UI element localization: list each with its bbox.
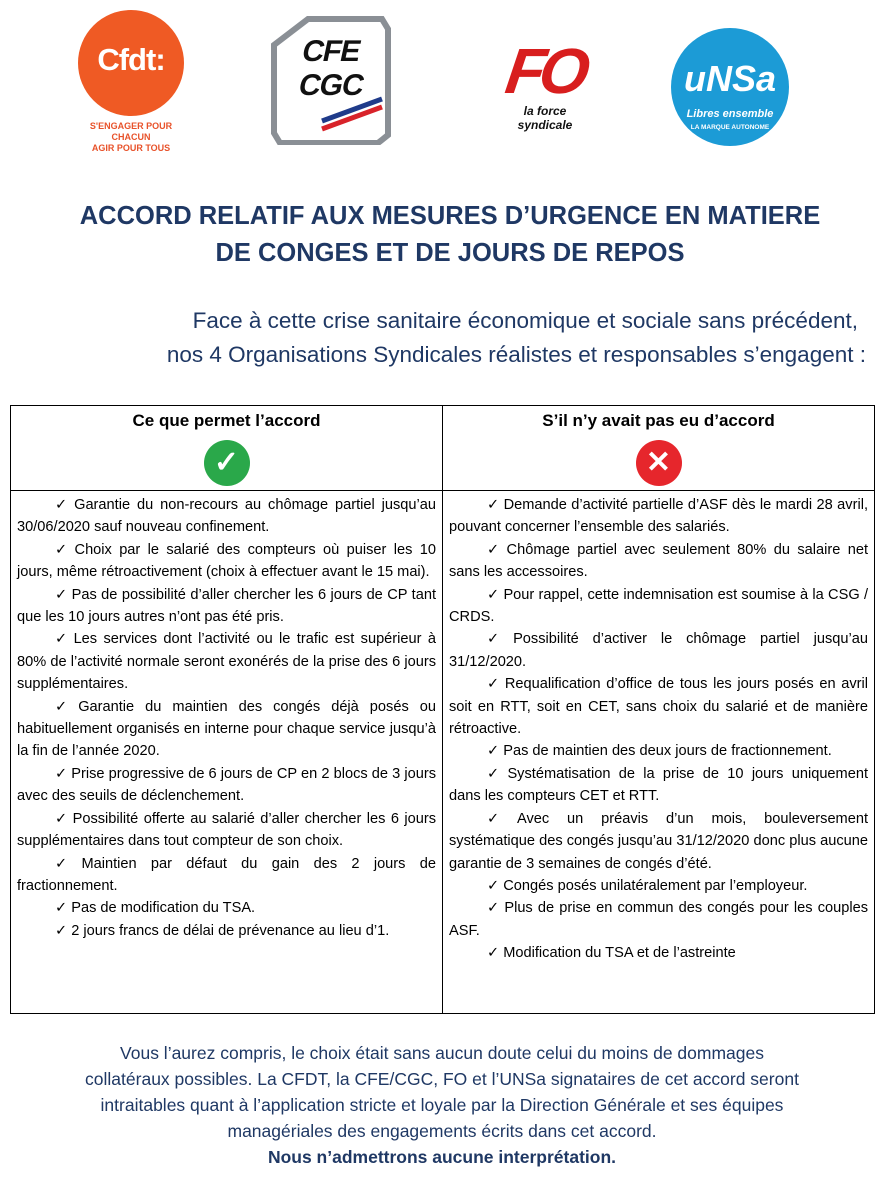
checkmark-icon: ✓	[487, 743, 500, 760]
checkmark-icon: ✓	[487, 810, 514, 827]
comparison-table	[10, 405, 875, 1014]
table-body-row	[11, 491, 875, 1014]
checkmark-icon: ✓	[487, 945, 500, 962]
checkmark-icon: ✓	[55, 698, 75, 715]
checkmark-icon: ✓	[55, 900, 68, 917]
cfdt-tagline-line-1: S'ENGAGER POUR CHACUN	[89, 121, 173, 142]
list-item	[449, 875, 868, 897]
left-header-cell	[11, 406, 443, 491]
checkmark-icon: ✓	[487, 541, 503, 558]
list-item-text: Congés posés unilatéralement par l’employeur.	[503, 877, 808, 894]
closing-line-1: Vous l’aurez compris, le choix était sans aucun doute celui du moins de dommages	[120, 1043, 764, 1063]
list-item	[17, 584, 436, 629]
cfe-logo-line-1: CFE	[299, 35, 364, 68]
cgc-logo-line-2: CGC	[295, 69, 367, 102]
list-item	[17, 763, 436, 808]
checkmark-icon: ✓	[55, 765, 68, 782]
list-item	[449, 673, 868, 740]
checkmark-icon: ✓	[55, 586, 68, 603]
right-header-cell	[443, 406, 875, 491]
left-header-label: Ce que permet l’accord	[132, 411, 321, 430]
list-item-text: Requalification d’office de tous les jours posés en avril soit en RTT, soit en CET, sans choix du salarié et de manière rétroactive.	[449, 676, 868, 738]
cfdt-tagline-line-2: AGIR POUR TOUS	[91, 143, 171, 153]
closing-paragraph	[40, 1040, 844, 1144]
table-header-row	[11, 406, 875, 491]
title-line-2: DE CONGES ET DE JOURS DE REPOS	[215, 239, 685, 267]
list-item-text: Prise progressive de 6 jours de CP en 2 blocs de 3 jours avec des seuils de déclenchement.	[17, 765, 436, 805]
left-items-list	[11, 491, 443, 1014]
intro-line-1: Face à cette crise sanitaire économique et sociale sans précédent,	[192, 308, 858, 333]
list-item	[449, 763, 868, 808]
unsa-logo-name: uNSa	[683, 58, 777, 99]
fo-logo-name: FO	[501, 35, 589, 107]
list-item-text: Garantie du non-recours au chômage partiel jusqu’au 30/06/2020 sauf nouveau confinement.	[17, 497, 436, 536]
checkmark-icon: ✓	[487, 877, 500, 894]
list-item	[449, 808, 868, 875]
list-item-text: Plus de prise en commun des congés pour les couples ASF.	[449, 900, 868, 939]
checkmark-icon: ✓	[487, 586, 500, 603]
list-item	[17, 539, 436, 584]
list-item-text: Systématisation de la prise de 10 jours uniquement dans les compteurs CET et RTT.	[449, 765, 868, 805]
list-item-text: Maintien par défaut du gain des 2 jours de fractionnement.	[17, 855, 436, 894]
list-item-text: Choix par le salarié des compteurs où puiser les 10 jours, même rétroactivement (choix à effectuer avant le 15 mai).	[17, 541, 436, 581]
list-item	[17, 897, 436, 919]
list-item	[449, 897, 868, 942]
list-item-text: Chômage partiel avec seulement 80% du salaire net sans les accessoires.	[449, 541, 868, 581]
checkmark-icon: ✓	[55, 922, 68, 939]
unsa-logo-tagline: Libres ensemble	[686, 108, 774, 120]
list-item	[17, 920, 436, 942]
checkmark-icon: ✓	[55, 855, 78, 872]
closing-line-3: intraitables quant à l’application stricte et loyale par la Direction Générale et ses équipes	[100, 1095, 784, 1115]
closing-line-4: managériales des engagements écrits dans cet accord.	[227, 1121, 657, 1141]
checkmark-icon: ✓	[487, 900, 501, 917]
checkmark-icon: ✓	[55, 810, 69, 827]
list-item-text: Pas de maintien des deux jours de fractionnement.	[503, 743, 832, 760]
list-item	[449, 494, 868, 539]
page-title	[30, 198, 870, 272]
list-item-text: Pas de possibilité d’aller chercher les 6 jours de CP tant que les 10 jours autres n’ont pas été pris.	[17, 586, 436, 626]
cfdt-logo-tagline	[70, 121, 192, 154]
fo-logo-tagline: la force syndicale	[517, 104, 573, 132]
list-item-text: Possibilité offerte au salarié d’aller chercher les 6 jours supplémentaires dans tout compteur de son choix.	[17, 810, 437, 850]
list-item-text: 2 jours francs de délai de prévenance au lieu d’1.	[71, 922, 390, 939]
list-item-text: Avec un préavis d’un mois, bouleversement systématique des congés jusqu’au 31/12/2020 donc plus aucune garantie de 3 semaines de congés d’été.	[449, 810, 869, 872]
list-item	[17, 808, 436, 853]
checkmark-icon: ✓	[55, 631, 70, 648]
list-item	[17, 696, 436, 763]
checkmark-icon: ✓	[487, 631, 510, 648]
checkmark-icon: ✓	[487, 497, 500, 513]
list-item-text: Demande d’activité partielle d’ASF dès le mardi 28 avril, pouvant concerner l’ensemble des salariés.	[449, 497, 868, 536]
cross-circle-icon: ✕	[636, 440, 682, 486]
list-item	[449, 628, 868, 673]
checkmark-icon: ✓	[55, 541, 71, 558]
list-item-text: Pas de modification du TSA.	[71, 900, 256, 917]
right-items-list	[443, 491, 875, 1014]
list-item	[449, 942, 868, 964]
cfdt-logo-name: Cfdt:	[97, 42, 165, 77]
checkmark-icon: ✓	[487, 676, 501, 693]
list-item-text: Les services dont l’activité ou le trafic est supérieur à 80% de l’activité normale seront exonérés de la prise des 6 jours supplémentaires.	[17, 631, 436, 693]
closing-line-2: collatéraux possibles. La CFDT, la CFE/CGC, FO et l’UNSa signataires de cet accord seront	[85, 1069, 799, 1089]
list-item-text: Modification du TSA et de l’astreinte	[503, 945, 736, 962]
checkmark-icon: ✓	[55, 497, 71, 513]
list-item	[17, 628, 436, 695]
list-item-text: Garantie du maintien des congés déjà posés ou habituellement organisés en interne pour chaque service jusqu’à la fin de l’année 2020.	[17, 698, 436, 760]
list-item-text: Possibilité d’activer le chômage partiel jusqu’au 31/12/2020.	[449, 631, 868, 670]
list-item	[17, 853, 436, 898]
intro-line-2: nos 4 Organisations Syndicales réalistes et responsables s’engagent :	[166, 342, 866, 367]
list-item	[449, 740, 868, 762]
unsa-logo-subtagline: LA MARQUE AUTONOME	[690, 124, 770, 131]
check-circle-icon: ✓	[204, 440, 250, 486]
list-item-text: Pour rappel, cette indemnisation est soumise à la CSG / CRDS.	[449, 586, 868, 626]
list-item	[17, 494, 436, 539]
list-item	[449, 539, 868, 584]
title-line-1: ACCORD RELATIF AUX MESURES D’URGENCE EN MATIERE	[79, 202, 821, 230]
list-item	[449, 584, 868, 629]
closing-statement: Nous n’admettrons aucune interprétation.	[267, 1147, 617, 1167]
intro-text	[10, 304, 876, 372]
cfe-cgc-logo	[270, 15, 392, 145]
checkmark-icon: ✓	[487, 765, 504, 782]
right-header-label: S’il n’y avait pas eu d’accord	[542, 411, 775, 430]
